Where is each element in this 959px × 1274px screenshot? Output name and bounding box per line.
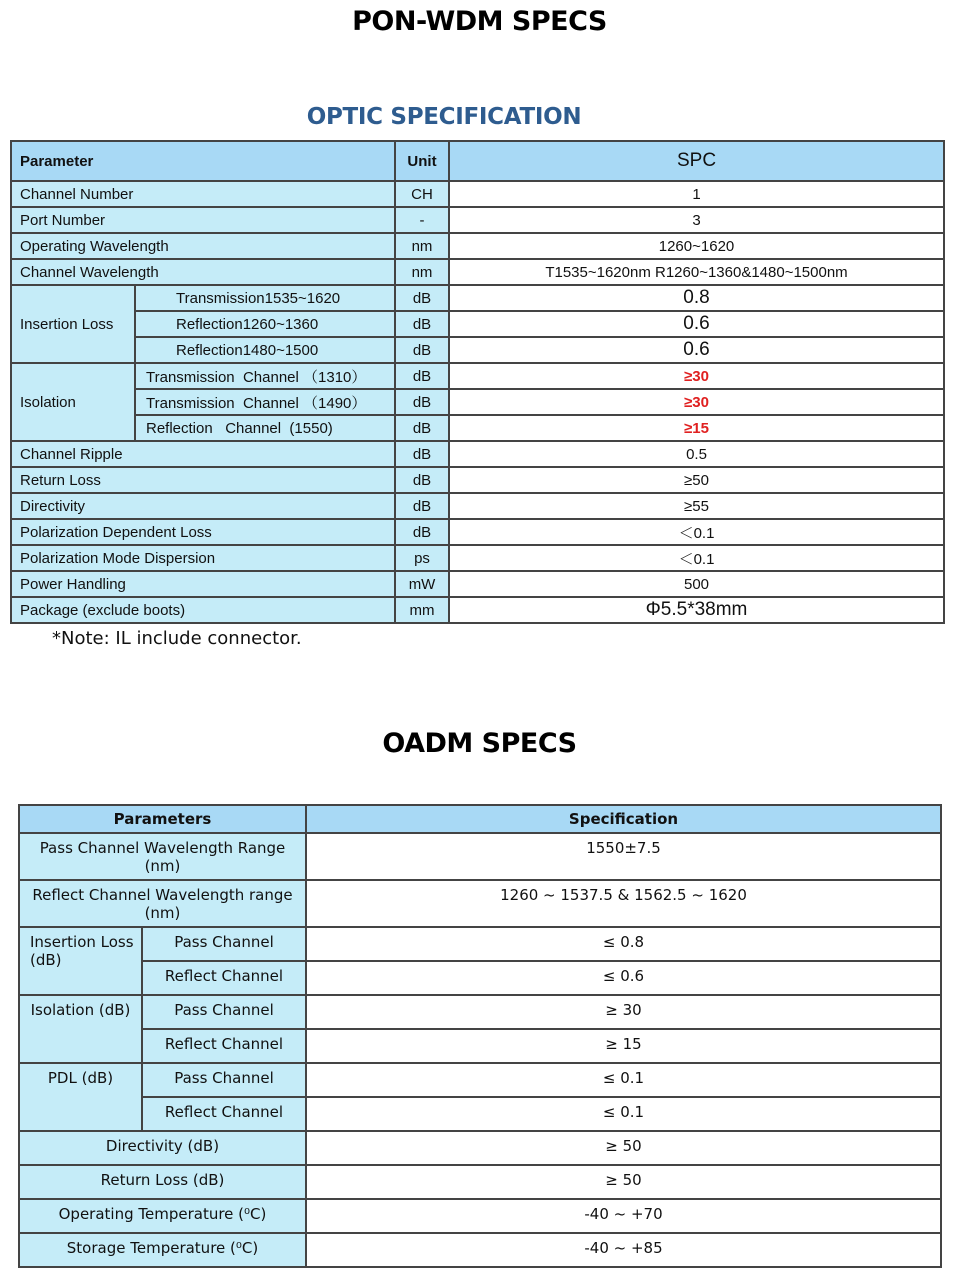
optic-specification-subtitle: OPTIC SPECIFICATION: [306, 104, 582, 130]
row-label: Channel Number: [11, 181, 395, 207]
table-row: [11, 311, 944, 337]
table-row: [19, 961, 941, 995]
row-sublabel: Reflect Channel: [142, 961, 306, 995]
row-value: ≥ 15: [306, 1029, 941, 1063]
row-unit: nm: [395, 259, 449, 285]
row-sublabel: Transmission Channel （1490）: [135, 389, 395, 415]
table-row: [11, 441, 944, 467]
table-header-row: [19, 805, 941, 833]
row-value: ≤ 0.8: [306, 927, 941, 961]
row-value: ≥55: [449, 493, 944, 519]
table-row: [19, 1029, 941, 1063]
row-value: ≤ 0.6: [306, 961, 941, 995]
table-row: [11, 467, 944, 493]
row-unit: dB: [395, 363, 449, 389]
header-parameter: Parameter: [11, 141, 395, 181]
row-value: ≥ 50: [306, 1131, 941, 1165]
table-row: [11, 519, 944, 545]
table-row: [11, 571, 944, 597]
row-unit: dB: [395, 441, 449, 467]
row-unit: dB: [395, 519, 449, 545]
row-value: 0.8: [449, 285, 944, 311]
row-value: 0.5: [449, 441, 944, 467]
row-value: 0.6: [449, 311, 944, 337]
row-value: 500: [449, 571, 944, 597]
row-sublabel: Reflection1480~1500: [135, 337, 395, 363]
row-sublabel: Reflection Channel (1550): [135, 415, 395, 441]
oadm-spec-table: [18, 804, 942, 1268]
header-parameters: Parameters: [19, 805, 306, 833]
row-unit: dB: [395, 389, 449, 415]
row-value: 1260~1620: [449, 233, 944, 259]
row-unit: dB: [395, 493, 449, 519]
table-row: [11, 285, 944, 311]
table-row: [11, 259, 944, 285]
table-row: [11, 415, 944, 441]
isolation-group-label: Isolation (dB): [19, 995, 142, 1063]
table-row: [19, 927, 941, 961]
row-label: Operating Temperature (⁰C): [19, 1199, 306, 1233]
table-row: [11, 233, 944, 259]
row-unit: dB: [395, 415, 449, 441]
row-sublabel: Pass Channel: [142, 995, 306, 1029]
row-value: ≥30: [449, 389, 944, 415]
row-value: -40 ~ +85: [306, 1233, 941, 1267]
row-sublabel: Pass Channel: [142, 1063, 306, 1097]
row-value: 1260 ~ 1537.5 & 1562.5 ~ 1620: [306, 880, 941, 927]
row-value: 3: [449, 207, 944, 233]
table-row: [19, 1131, 941, 1165]
table-row: [19, 995, 941, 1029]
table-header-row: [11, 141, 944, 181]
row-label: Directivity: [11, 493, 395, 519]
row-value: -40 ~ +70: [306, 1199, 941, 1233]
row-unit: -: [395, 207, 449, 233]
row-value: 0.6: [449, 337, 944, 363]
row-label: Reflect Channel Wavelength range (nm): [19, 880, 306, 927]
row-label: Pass Channel Wavelength Range (nm): [19, 833, 306, 880]
row-unit: dB: [395, 311, 449, 337]
row-unit: ps: [395, 545, 449, 571]
row-unit: mW: [395, 571, 449, 597]
insertion-loss-group-label: Insertion Loss (dB): [19, 927, 142, 995]
header-unit: Unit: [395, 141, 449, 181]
table-row: [11, 493, 944, 519]
row-unit: dB: [395, 467, 449, 493]
row-value: 1: [449, 181, 944, 207]
row-value: ≥ 30: [306, 995, 941, 1029]
row-label: Channel Wavelength: [11, 259, 395, 285]
row-sublabel: Transmission Channel （1310）: [135, 363, 395, 389]
table-row: [19, 880, 941, 927]
row-value: ≥50: [449, 467, 944, 493]
oadm-title: OADM SPECS: [382, 728, 577, 759]
row-sublabel: Transmission1535~1620: [135, 285, 395, 311]
row-label: Package (exclude boots): [11, 597, 395, 623]
table-row: [19, 833, 941, 880]
row-unit: nm: [395, 233, 449, 259]
table-row: [19, 1233, 941, 1267]
row-label: Directivity (dB): [19, 1131, 306, 1165]
row-label: Channel Ripple: [11, 441, 395, 467]
table-row: [11, 597, 944, 623]
table-row: [19, 1165, 941, 1199]
table-row: [11, 363, 944, 389]
pon-wdm-spec-table: [10, 140, 945, 624]
row-sublabel: Reflect Channel: [142, 1097, 306, 1131]
row-unit: mm: [395, 597, 449, 623]
row-value: ＜0.1: [449, 519, 944, 545]
row-sublabel: Pass Channel: [142, 927, 306, 961]
row-label: Operating Wavelength: [11, 233, 395, 259]
table-row: [19, 1063, 941, 1097]
row-sublabel: Reflect Channel: [142, 1029, 306, 1063]
row-unit: CH: [395, 181, 449, 207]
row-value: ≥ 50: [306, 1165, 941, 1199]
row-value: ≥15: [449, 415, 944, 441]
pon-wdm-title: PON-WDM SPECS: [352, 6, 607, 37]
row-value: ＜0.1: [449, 545, 944, 571]
il-note: *Note: IL include connector.: [52, 628, 302, 649]
pdl-group-label: PDL (dB): [19, 1063, 142, 1131]
row-label: Polarization Mode Dispersion: [11, 545, 395, 571]
table-row: [11, 337, 944, 363]
row-label: Return Loss: [11, 467, 395, 493]
row-value: 1550±7.5: [306, 833, 941, 880]
table-row: [11, 181, 944, 207]
row-value: ≤ 0.1: [306, 1063, 941, 1097]
row-unit: dB: [395, 285, 449, 311]
row-value: Φ5.5*38mm: [449, 597, 944, 623]
row-label: Polarization Dependent Loss: [11, 519, 395, 545]
header-specification: Specification: [306, 805, 941, 833]
isolation-group-label: Isolation: [11, 363, 135, 441]
table-row: [11, 545, 944, 571]
row-label: Port Number: [11, 207, 395, 233]
table-row: [11, 207, 944, 233]
table-row: [11, 389, 944, 415]
table-row: [19, 1199, 941, 1233]
row-value: ≤ 0.1: [306, 1097, 941, 1131]
insertion-loss-group-label: Insertion Loss: [11, 285, 135, 363]
row-label: Power Handling: [11, 571, 395, 597]
row-unit: dB: [395, 337, 449, 363]
header-spc: SPC: [449, 141, 944, 181]
row-value: ≥30: [449, 363, 944, 389]
table-row: [19, 1097, 941, 1131]
row-label: Storage Temperature (⁰C): [19, 1233, 306, 1267]
row-value: T1535~1620nm R1260~1360&1480~1500nm: [449, 259, 944, 285]
row-label: Return Loss (dB): [19, 1165, 306, 1199]
row-sublabel: Reflection1260~1360: [135, 311, 395, 337]
